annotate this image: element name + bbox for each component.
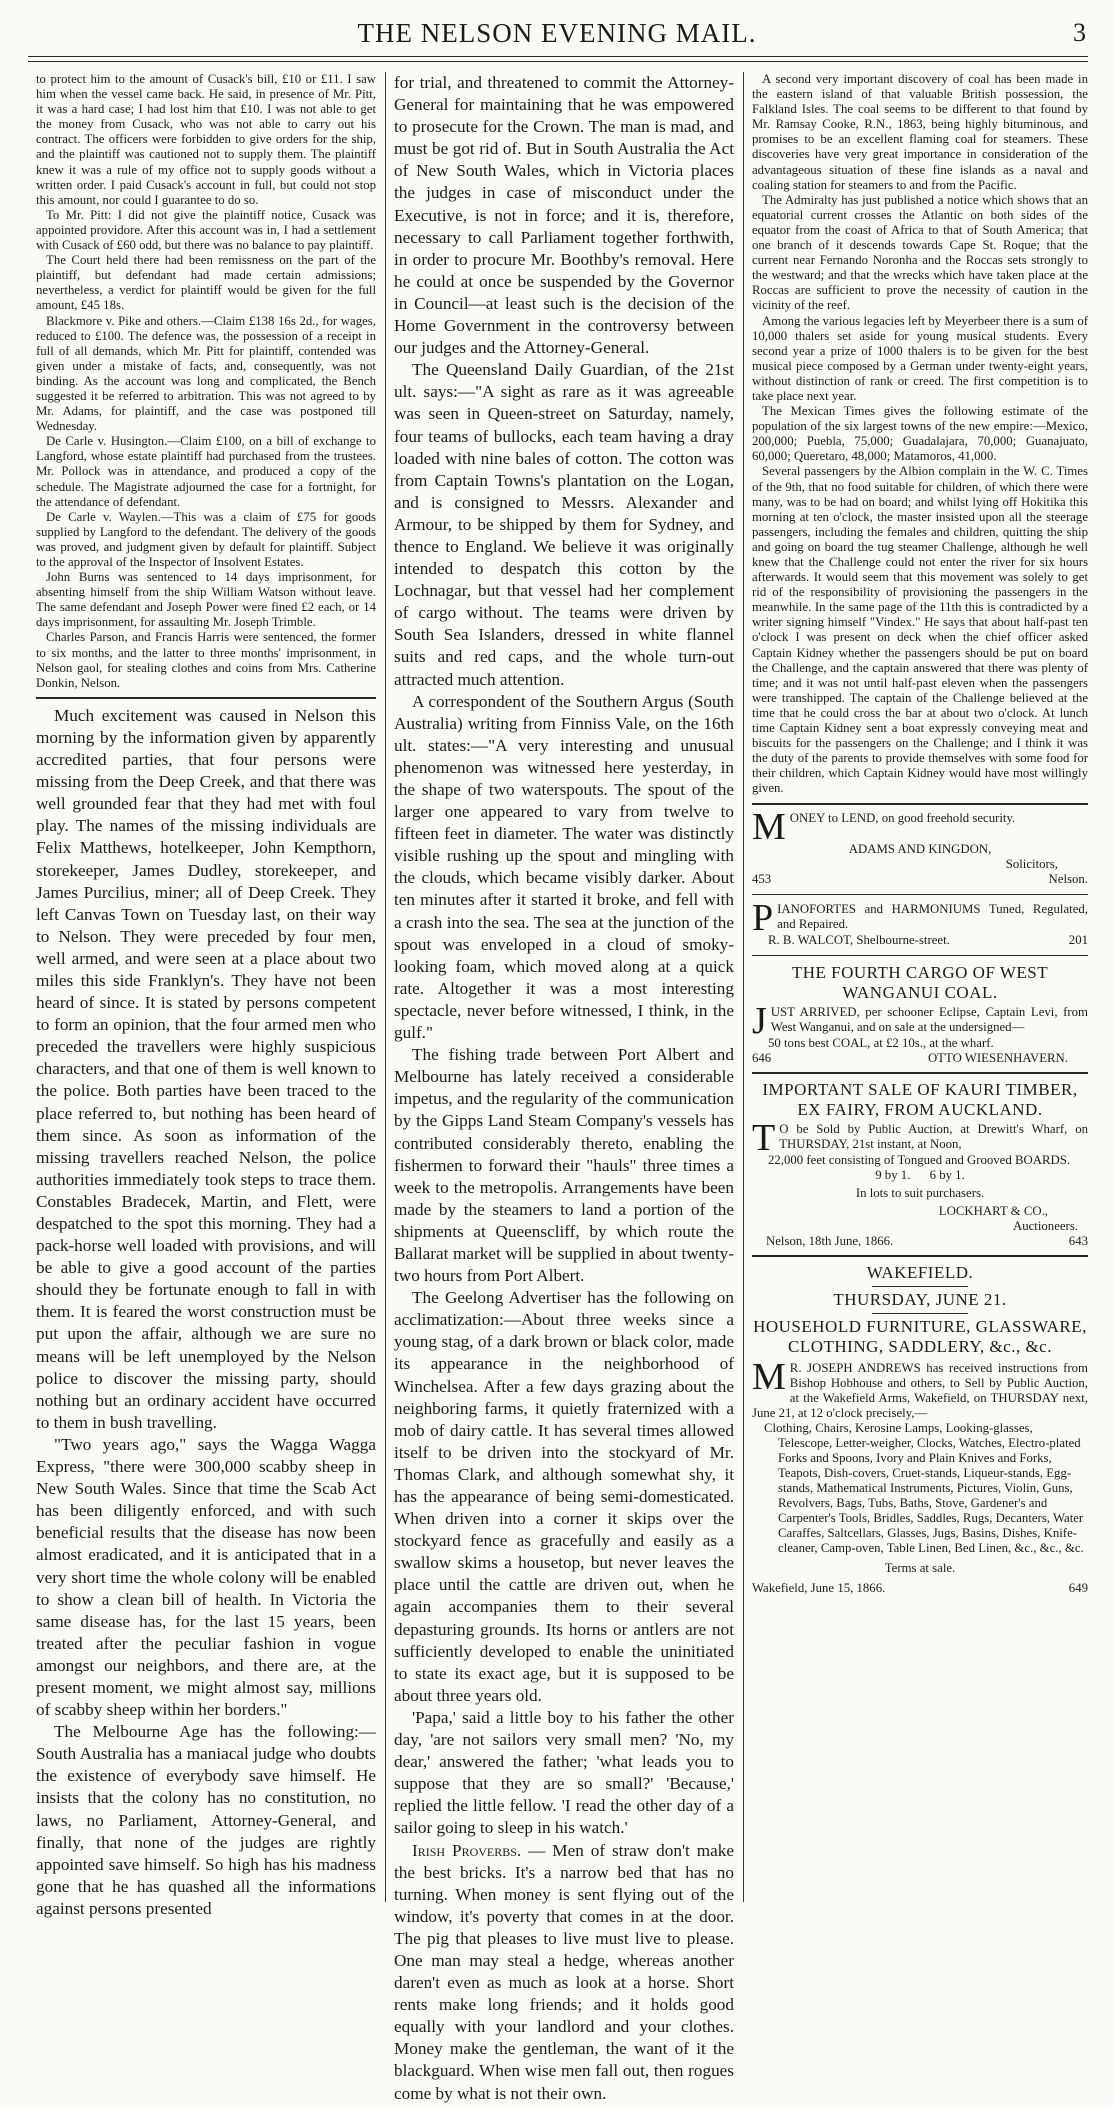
ad-rule xyxy=(752,1072,1088,1074)
ad-advertiser: OTTO WIESENHAVERN. xyxy=(927,1050,1068,1065)
ad-rule xyxy=(752,955,1088,956)
ad-number: 201 xyxy=(1068,932,1088,947)
ad-subheading: HOUSEHOLD FURNITURE, GLASSWARE, CLOTHING, SADDLERY, &c., &c. xyxy=(753,1316,1087,1356)
masthead-rule-top xyxy=(28,56,1088,57)
news-paragraph: Several passengers by the Albion complain in the W. C. Times of the 9th, that no food suitable for children, of which there were many, was to be had on board; and whilst lying off Hokitika this morning at ten o'clock, the master insisted upon all the steerage passengers, including the females and children, quitting the ship and going on board the tug steamer Challenge, although he well knew that the Challenge could not enter the river for six hours afterwards. It would seem that this movement was solely to get rid of the responsibility of provisioning the passengers in the meanwhile. In the same page of the 11th this is contradicted by a writer signing himself "Vindex." He says that about half-past ten o'clock I was present on deck when the chief officer asked Captain Kidney whether the passengers should be put on board the Challenge, and the captain answered that there was plenty of time; and it was not until half-past eleven when the passengers were transhipped. The captain of the Challenge believed at the time that he could cross the bar at about two o'clock. At lunch time Captain Kidney sent a boat expressly conveying meat and biscuits for the passengers on the Challenge; and I think it was the duty of the parents to provide themselves with some food for their children, which Captain Kidney would have most willingly given. xyxy=(752,464,1088,796)
ad-money-to-lend xyxy=(752,805,1088,887)
ad-number: 646 xyxy=(752,1050,772,1065)
masthead xyxy=(0,0,1114,46)
ad-number: 643 xyxy=(1068,1233,1088,1248)
ad-dimensions: 9 by 1. 6 by 1. xyxy=(875,1167,965,1182)
ad-role: Solicitors, xyxy=(1005,856,1058,871)
ad-footer xyxy=(752,1051,1088,1066)
column-1 xyxy=(36,72,376,1920)
ad-line: 22,000 feet consisting of Tongued and Grooved BOARDS. xyxy=(768,1152,1071,1167)
masthead-rule-bottom xyxy=(28,61,1088,62)
news-paragraph: The Queensland Daily Guardian, of the 21st ult. says:—"A sight as rare as it was agreeable was seen in Queen-street on Saturday, namely, four teams of bullocks, each team having a dray loaded with nine bales of cotton. The cotton was from Captain Towns's plantation on the Logan, and is consigned to Messrs. Alexander and Armour, to be shipped by them for Sydney, and thence to England. We believe it was originally intended to despatch this cotton by the Lochnagar, but that vessel had her complement of cargo without. The teams were driven by South Sea Islanders, dressed in white flannel suits and red caps, and the whole turn-out attracted much attention. xyxy=(394,360,734,689)
court-paragraph: De Carle v. Husington.—Claim £100, on a bill of exchange to Langford, whose estate plaintiff had purchased from the trustees. Mr. Pollock was in attendance, and produced a copy of the schedule. The Magistrate adjourned the case for a fortnight, for the attendance of defendant. xyxy=(36,434,376,509)
ad-text: ONEY to LEND, on good freehold security. xyxy=(789,810,1016,825)
ad-line: 50 tons best COAL, at £2 10s., at the wharf. xyxy=(768,1035,994,1050)
irish-proverbs-text: — Men of straw don't make the best bricks. It's a narrow bed that has no turning. When money is sent flying out of the window, it's poverty that comes in at the door. The pig that pleases to live must live to please. One man may steal a hedge, whereas another daren't even as much as look at a horse. Short rents make long friends; and it holds good equally with your landlord and your clothes. Money make the gentleman, the want of it the blackguard. When wise men fall out, then rogues come by what is not their own. xyxy=(394,1840,734,2103)
ad-advertiser: R. B. WALCOT, Shelbourne-street. xyxy=(768,932,950,947)
column-3 xyxy=(752,72,1088,1602)
ad-footer xyxy=(752,872,1088,887)
drop-letter: T xyxy=(752,1116,776,1159)
ad-text: O be Sold by Public Auction, at Drewitt's Wharf, on THURSDAY, 21st instant, at Noon, xyxy=(779,1121,1088,1151)
news-paragraph: Among the various legacies left by Meyerbeer there is a sum of 10,000 thalers set aside for young musical students. Every second year a prize of 1000 thalers is to be given for the best musical piece composed by a German under twenty-eight years, without distinction of rank or creed. The first competition is to take place next year. xyxy=(752,313,1088,403)
court-paragraph: John Burns was sentenced to 14 days imprisonment, for absenting himself from the ship William Watson without leave. The same defendant and Joseph Power were fined £2 each, or 14 days imprisonment, for assaulting Mr. Joseph Trimble. xyxy=(36,570,376,630)
ad-rule xyxy=(752,894,1088,895)
ad-terms: Terms at sale. xyxy=(884,1560,956,1575)
ad-text: R. JOSEPH ANDREWS has received instructions from Bishop Hobhouse and others, to Sell by Public Auction, at the Wakefield Arms, Wakefield, on THURSDAY next, June 21, at 12 o'clock precisely,— xyxy=(752,1360,1088,1420)
ad-advertiser: LOCKHART & CO., xyxy=(938,1203,1048,1218)
section-rule xyxy=(36,697,376,699)
ad-footer xyxy=(752,1581,1088,1596)
news-column-2 xyxy=(394,72,734,2105)
ad-rule xyxy=(752,1255,1088,1257)
ad-footer xyxy=(752,1234,1088,1249)
ad-wanganui-coal xyxy=(752,963,1088,1066)
ad-heading: WAKEFIELD. xyxy=(866,1262,974,1282)
court-paragraph: De Carle v. Waylen.—This was a claim of £75 for goods supplied by Langford to the defendant. The delivery of the goods was proved, and judgment given by default for plaintiff. Subject to the approval of the Inspector of Insolvent Estates. xyxy=(36,509,376,569)
court-paragraph: to protect him to the amount of Cusack's bill, £10 or £11. I saw him when the vessel came back. He said, in presence of Mr. Pitt, it was a hard case; I had lost him that £10. I was not able to get the money from Cusack, who was not able to carry out his contract. The officers were forbidden to give orders for the ship, and the plaintiff was cautioned not to supply them. The plaintiff knew it was a rule of my office not to supply goods without a written order. I paid Cusack's account in full, but could not stop this amount, nor could I guarantee to do so. xyxy=(36,72,376,207)
irish-proverbs-lead: Irish Proverbs. xyxy=(412,1840,522,1860)
drop-letter: M xyxy=(752,805,786,848)
court-paragraph: The Court held there had been remissness on the part of the plaintiff, but defendant had made certain admissions; nevertheless, a verdict for plaintiff would be given for the full amount, £45 18s. xyxy=(36,253,376,313)
ad-number: 453 xyxy=(752,871,772,886)
court-report xyxy=(36,72,376,691)
column-2 xyxy=(394,72,734,2105)
column-divider-1 xyxy=(385,72,386,1902)
ad-subheading: THURSDAY, JUNE 21. xyxy=(833,1289,1007,1309)
ad-text: IANOFORTES and HARMONIUMS Tuned, Regulated, and Repaired. xyxy=(777,901,1088,931)
ad-pianofortes xyxy=(752,896,1088,948)
news-paragraph: A correspondent of the Southern Argus (South Australia) writing from Finniss Vale, on the 16th ult. states:—"A very interesting and unusual phenomenon was witnessed here yesterday, in the shape of two waterspouts. The spout of the larger one appeared to vary from twelve to fifteen feet in diameter. The water was distinctly visible rushing up the spout and mingling with the clouds, which became visibly darker. About ten minutes after it started it broke, and fell with a crash into the sea. The sea at the junction of the spout was enveloped in a cloud of smoky-looking foam, which moved along at a quick rate. Altogether it was a most interesting spectacle, never before witnessed, I think, in the gulf." xyxy=(394,691,734,1043)
ad-heading: THE FOURTH CARGO OF WEST WANGANUI COAL. xyxy=(791,962,1049,1002)
drop-letter: M xyxy=(752,1355,786,1398)
ad-place: Nelson. xyxy=(1048,871,1088,886)
drop-letter: P xyxy=(752,896,774,939)
ad-kauri-timber xyxy=(752,1080,1088,1249)
ad-date: Wakefield, June 15, 1866. xyxy=(752,1580,886,1595)
ad-footer xyxy=(752,933,1088,948)
column-divider-2 xyxy=(743,72,744,1902)
ad-role: Auctioneers. xyxy=(1012,1218,1078,1233)
page-number: 3 xyxy=(1073,18,1086,47)
court-paragraph: Charles Parson, and Francis Harris were sentenced, the former to six months, and the latter to three months' imprisonment, in Nelson gaol, for stealing clothes and coins from Mrs. Catherine Donkin, Nelson. xyxy=(36,630,376,690)
ad-rule xyxy=(872,1313,968,1314)
news-paragraph: for trial, and threatened to commit the Attorney-General for maintaining that he was empowered to prosecute for the Crown. The man is mad, and must be got rid of. But in South Australia the Act of New South Wales, which in Victoria places the judges in case of misconduct under the Executive, is not in force; and it is, therefore, necessary to call Parliament together forthwith, in order to procure Mr. Boothby's removal. Here he could at once be suspended by the Governor in Council—at least such is the decision of the Home Government in the controversy between our judges and the Attorney-General. xyxy=(394,73,734,358)
news-paragraph: "Two years ago," says the Wagga Wagga Express, "there were 300,000 scabby sheep in New South Wales. Since that time the Scab Act has been diligently enforced, and with such beneficial results that the disease has now been almost eradicated, and it is anticipated that in a very short time the whole colony will be enabled to show a clean bill of health. In Victoria the same disease has, for the last 15 years, been treated after the peculiar fashion in vogue amongst our neighbors, and there are, at the present moment, we might almost say, millions of scabby sheep within her borders." xyxy=(36,1434,376,1720)
ad-rule xyxy=(872,1286,968,1287)
ad-advertiser: ADAMS AND KINGDON, xyxy=(848,841,992,856)
newspaper-title: THE NELSON EVENING MAIL. xyxy=(357,18,757,48)
irish-proverbs xyxy=(394,1840,734,2105)
news-paragraph: A second very important discovery of coal has been made in the eastern island of that valuable British possession, the Falkland Isles. The coal seems to be different to that found by Mr. Ramsay Cooke, R.N., 1863, being highly bituminous, and promises to be an excellent flaming coal for steamers. These discoveries have very great importance in consideration of the advantageous situation of these fine islands as a naval and coaling station for steamers to and from the Pacific. xyxy=(752,72,1088,192)
ad-text: UST ARRIVED, per schooner Eclipse, Captain Levi, from West Wanganui, and on sale at the undersigned— xyxy=(770,1004,1088,1034)
news-paragraph: Much excitement was caused in Nelson this morning by the information given by apparently accredited parties, that four persons were missing from the Deep Creek, and that there was well grounded fear that they had met with foul play. The names of the missing individuals are Felix Matthews, hotelkeeper, John Kempthorn, storekeeper, James Dudley, storekeeper, and James Purcilius, miner; all of Deep Creek. They left Canvas Town on Tuesday last, on their way to Nelson. They were preceded by four men, well armed, and were seen at a place about two miles this side Franklyn's. They have not been heard of since. It is stated by persons competent to form an opinion, that the four armed men who preceded the travellers were highly suspicious characters, and that one of them is well known to the police. Both parties have been traced to the place referred to, but nothing has been heard of them since. As soon as information of the missing travellers reached Nelson, the police authorities immediately took steps to trace them. Constables Bradecek, Martin, and Flett, were despatched to the spot this morning. They had a pack-horse well loaded with provisions, and will be able to give a good account of the parties should they be fortunate enough to fall in with them. It is feared the worst construction must be put upon the affair, although we are sure no means will be left unemployed by the Nelson police to discover the missing party, should nothing but an ordinary accident have occurred to them in bush travelling. xyxy=(36,705,376,1432)
ad-number: 649 xyxy=(1068,1580,1088,1595)
news-column-1 xyxy=(36,705,376,1920)
news-paragraph: The Mexican Times gives the following estimate of the population of the six largest towns of the new empire:—Mexico, 200,000; Puebla, 75,000; Guadalajara, 70,000; Guanajuato, 60,000; Queretaro, 48,000; Matamoros, 41,000. xyxy=(752,404,1088,464)
ad-heading: IMPORTANT SALE OF KAURI TIMBER, EX FAIRY, FROM AUCKLAND. xyxy=(762,1079,1078,1119)
news-paragraph: The fishing trade between Port Albert and Melbourne has lately received a considerable impetus, and the regularity of the communication by the Gipps Land Steam Company's vessels has contributed considerably thereto, enabling the fishermen to forward their "hauls" three times a week to the metropolis. Arrangements have been made by the steamers to land a portion of the shipments at Queenscliff, by which route the Ballarat market will be supplied in about twenty-two hours from Port Albert. xyxy=(394,1045,734,1286)
ad-item-list: Clothing, Chairs, Kerosine Lamps, Looking-glasses, Telescope, Letter-weigher, Clocks, Watches, Electro-plated Forks and Spoons, Ivory and Plain Knives and Forks, Teapots, Dish-covers, Cruet-stands, Liqueur-stands, Egg-stands, Mathematical Instruments, Pictures, Violin, Guns, Revolvers, Bags, Tubs, Baths, Stove, Gardener's and Carpenter's Tools, Bridles, Saddles, Rugs, Decanters, Water Caraffes, Saltcellars, Glasses, Jugs, Basins, Dishes, Knife-cleaner, Camp-oven, Table Linen, Bed Linen, &c., &c., &c. xyxy=(764,1420,1084,1555)
ad-wakefield-auction xyxy=(752,1263,1088,1596)
court-paragraph: Blackmore v. Pike and others.—Claim £138 16s 2d., for wages, reduced to £100. The defence was, the possession of a receipt in full of all demands, which Mr. Pitt for plaintiff, contended was given under a mistake of facts, and, consequently, was not binding. As the account was long and complicated, the Bench suggested it be referred to arbitration. This was not agreed to by Mr. Adams, for plaintiff, and the case was postponed till Wednesday. xyxy=(36,313,376,434)
court-paragraph: To Mr. Pitt: I did not give the plaintiff notice, Cusack was appointed providore. After this account was in, I had a settlement with Cusack of £60 odd, but there was no balance to pay plaintiff. xyxy=(36,207,376,253)
ad-lots: In lots to suit purchasers. xyxy=(855,1185,985,1200)
news-column-3 xyxy=(752,72,1088,797)
news-paragraph: 'Papa,' said a little boy to his father the other day, 'are not sailors very small men? 'No, my dear,' answered the father; 'what leads you to suppose that they are so small?' 'Because,' replied the little fellow. 'I read the other day of a sailor going to sleep in his watch.' xyxy=(394,1707,734,1838)
news-paragraph: The Geelong Advertiser has the following on acclimatization:—About three weeks since a young stag, of a dark brown or black color, made its appearance in the neighborhood of Winchelsea. After a few days grazing about the neighboring farms, it quietly fraternized with a mob of dairy cattle. It has several times allowed itself to be driven into the stockyard of Mr. Thomas Clark, and although somewhat shy, it has the appearance of being semi-domesticated. When driven into a corner it skips over the stockyard fence as gracefully and easily as a swallow skims a housetop, but never leaves the place until the cattle are driven out, when he again accompanies them to their several depasturing grounds. Its horns or antlers are not sufficiently developed to enable the uninitiated to state its exact age, but it is supposed to be about three years old. xyxy=(394,1288,734,1705)
news-paragraph: The Melbourne Age has the following:—South Australia has a maniacal judge who doubts the existence of everybody save himself. He insists that the colony has no constitution, no laws, no Parliament, Attorney-General, and finally, that none of the judges are rightly appointed save himself. So high has his madness gone that he has quashed all the informations against persons presented xyxy=(36,1722,376,1918)
drop-letter: J xyxy=(752,999,767,1042)
ad-date: Nelson, 18th June, 1866. xyxy=(766,1233,894,1248)
section-rule xyxy=(752,803,1088,805)
news-paragraph: The Admiralty has just published a notice which shows that an equatorial current crosses the Atlantic on both sides of the equator from the coast of Africa to that of South America; that one branch of it descends towards Cape St. Roque; that the current near Fernando Noronha and the Roccas sets strongly to the westward; and that the wrecks which have taken place at the Roccas are sufficient to prove the necessity of caution in the vicinity of the reef. xyxy=(752,192,1088,313)
